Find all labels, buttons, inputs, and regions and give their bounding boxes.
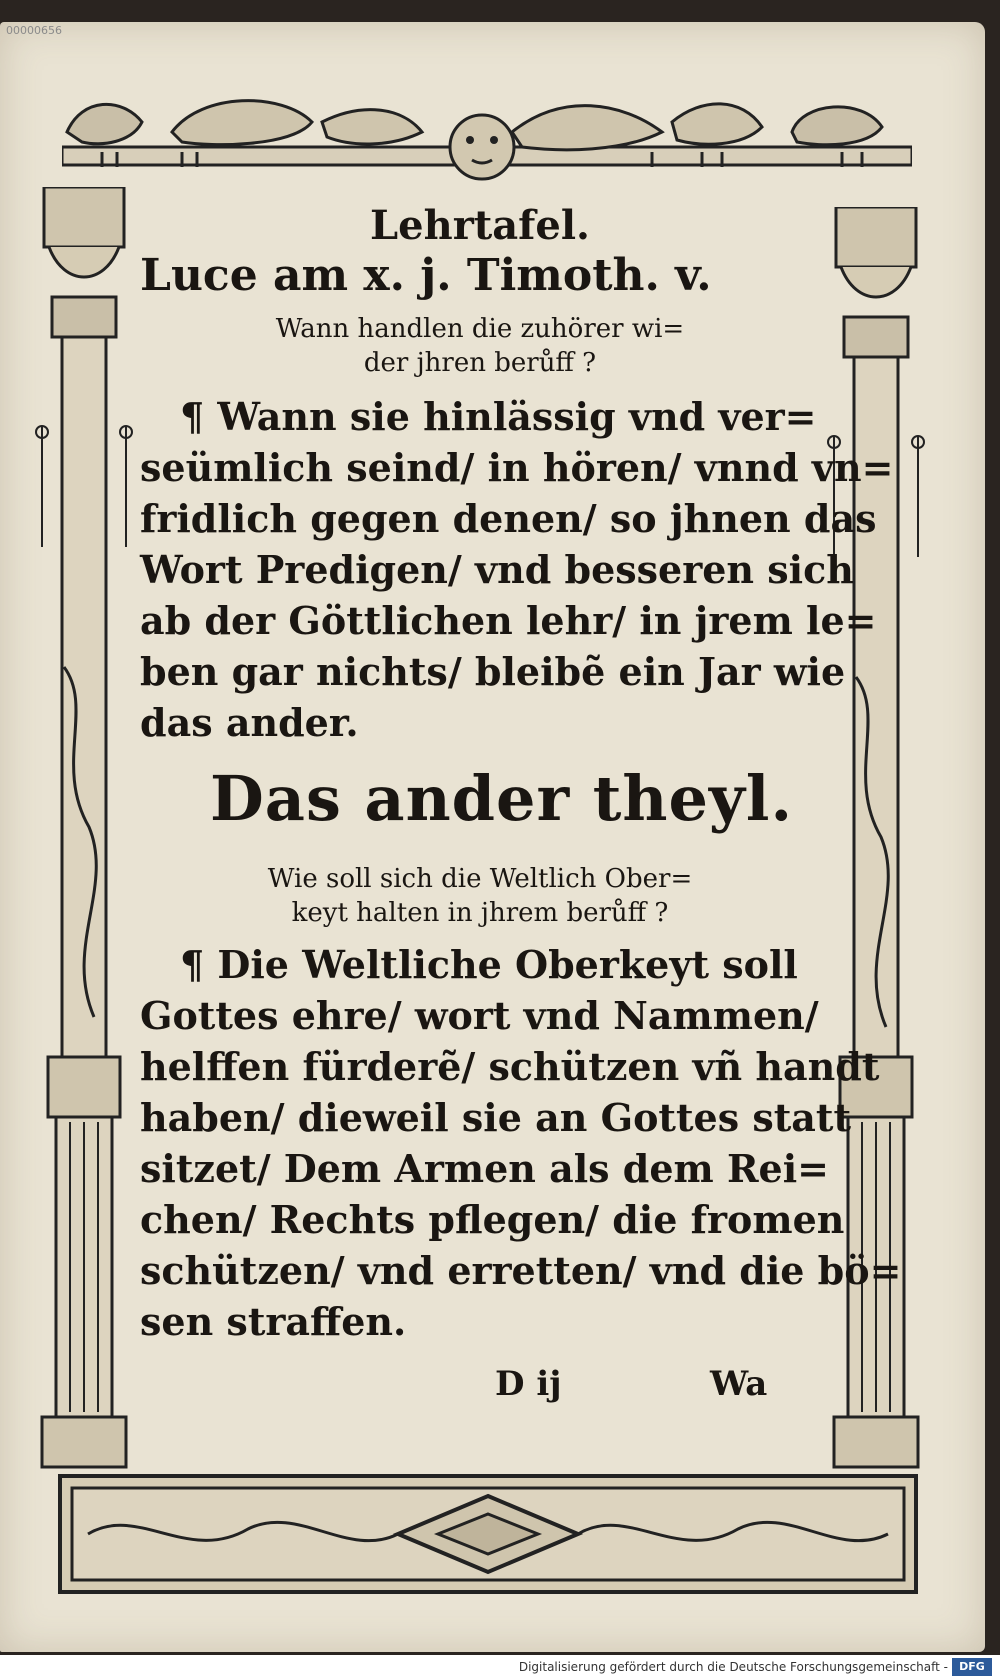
answer-line: ben gar nichts/ bleibẽ ein Jar wie bbox=[140, 649, 846, 694]
answer-line: ab der Göttlichen lehr/ in jrem le= bbox=[140, 598, 877, 643]
footer-bar bbox=[0, 1655, 1000, 1680]
question-line: Wann handlen die zuhörer wi= bbox=[275, 314, 685, 344]
answer-line: haben/ dieweil sie an Gottes statt bbox=[140, 1095, 851, 1140]
section-heading: Das ander theyl. bbox=[210, 762, 794, 835]
decorative-bottom-panel bbox=[58, 1474, 918, 1594]
answer-line: Wort Predigen/ vnd besseren sich bbox=[140, 547, 854, 592]
answer-line: sen straffen. bbox=[140, 1299, 407, 1344]
question-line: der jhren berůff ? bbox=[363, 348, 597, 378]
shelfmark: 00000656 bbox=[6, 24, 62, 37]
answer-line: seümlich seind/ in hören/ vnnd vn= bbox=[140, 445, 894, 490]
answer-line: das ander. bbox=[140, 700, 359, 745]
decorative-left-pillar bbox=[34, 187, 144, 1477]
catchword: Wa bbox=[710, 1364, 768, 1404]
book-page bbox=[0, 22, 985, 1652]
answer-line: Gottes ehre/ wort vnd Nammen/ bbox=[140, 993, 819, 1038]
answer-line: fridlich gegen denen/ so jhnen das bbox=[140, 496, 877, 541]
answer-line: sitzet/ Dem Armen als dem Rei= bbox=[140, 1146, 830, 1191]
question-line: Wie soll sich die Weltlich Ober= bbox=[267, 864, 693, 894]
question-line: keyt halten in jhrem berůff ? bbox=[291, 898, 669, 928]
signature-mark: D ij bbox=[495, 1364, 562, 1404]
decorative-top-frieze bbox=[62, 92, 912, 197]
answer-line: schützen/ vnd erretten/ vnd die bö= bbox=[140, 1248, 902, 1293]
page-title: Lehrtafel. bbox=[370, 202, 590, 249]
scripture-reference: Luce am x. j. Timoth. v. bbox=[140, 250, 712, 301]
answer-line: ¶ Wann sie hinlässig vnd ver= bbox=[180, 394, 817, 439]
dfg-logo: DFG bbox=[952, 1658, 992, 1676]
answer-line: helffen fürderẽ/ schützen vñ handt bbox=[140, 1044, 880, 1089]
answer-line: chen/ Rechts pflegen/ die fromen bbox=[140, 1197, 845, 1242]
funding-notice: Digitalisierung gefördert durch die Deutsche Forschungsgemeinschaft - bbox=[518, 1660, 948, 1674]
answer-line: ¶ Die Weltliche Oberkeyt soll bbox=[180, 942, 798, 987]
